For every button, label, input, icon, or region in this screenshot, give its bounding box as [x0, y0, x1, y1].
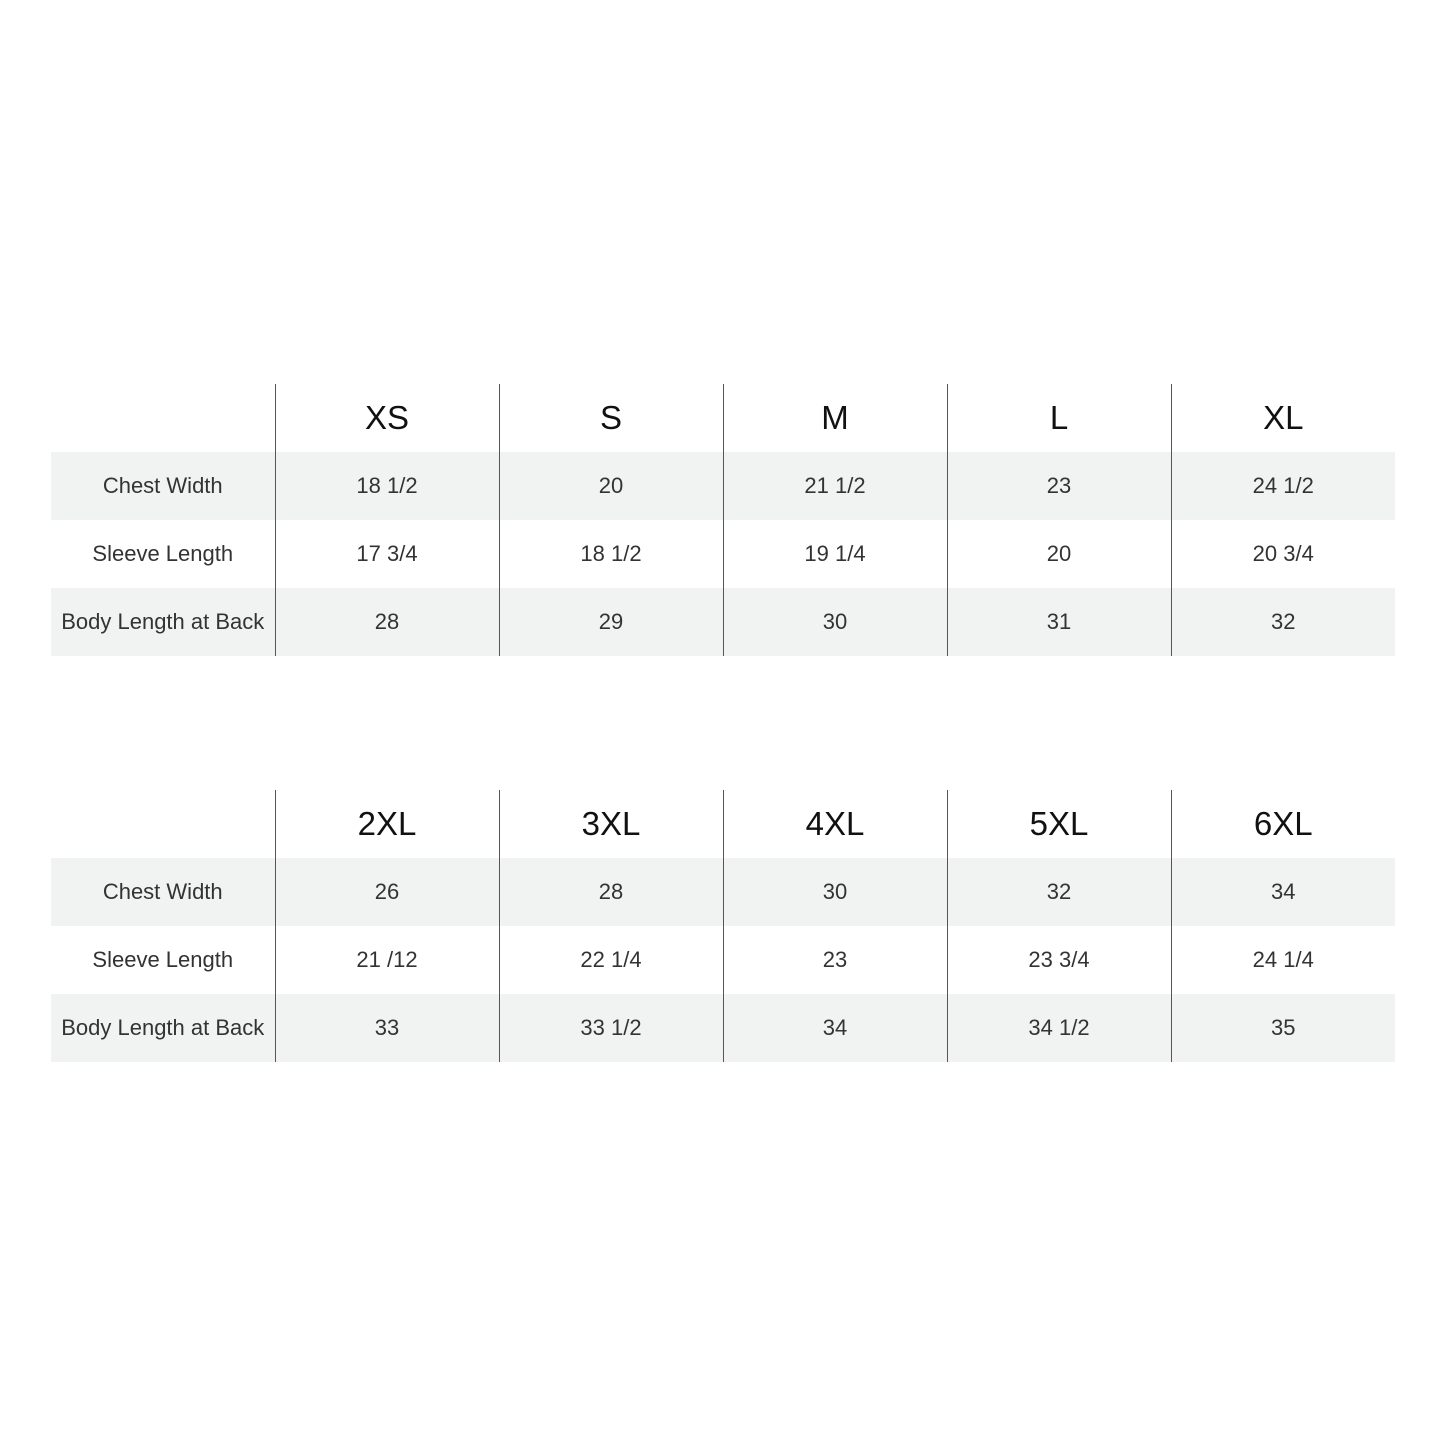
measurement-cell: 31 — [947, 588, 1171, 656]
measurement-cell: 18 1/2 — [275, 452, 499, 520]
size-header: L — [947, 384, 1171, 452]
size-header: S — [499, 384, 723, 452]
measurement-cell: 32 — [947, 858, 1171, 926]
size-header: 6XL — [1171, 790, 1395, 858]
table-row — [51, 452, 1395, 520]
measurement-cell: 28 — [499, 858, 723, 926]
measurement-cell: 34 — [723, 994, 947, 1062]
measurement-cell: 23 3/4 — [947, 926, 1171, 994]
measurement-cell: 35 — [1171, 994, 1395, 1062]
measurement-cell: 19 1/4 — [723, 520, 947, 588]
measurement-cell: 29 — [499, 588, 723, 656]
measurement-cell: 34 1/2 — [947, 994, 1171, 1062]
measurement-cell: 17 3/4 — [275, 520, 499, 588]
measurement-cell: 33 1/2 — [499, 994, 723, 1062]
measurement-cell: 21 /12 — [275, 926, 499, 994]
measurement-cell: 24 1/2 — [1171, 452, 1395, 520]
size-header: XS — [275, 384, 499, 452]
measurement-cell: 20 — [499, 452, 723, 520]
measurement-cell: 18 1/2 — [499, 520, 723, 588]
measurement-cell: 30 — [723, 588, 947, 656]
measurement-cell: 20 — [947, 520, 1171, 588]
size-header: 4XL — [723, 790, 947, 858]
size-header: 2XL — [275, 790, 499, 858]
measurement-cell: 23 — [723, 926, 947, 994]
measurement-cell: 33 — [275, 994, 499, 1062]
corner-cell — [51, 790, 275, 858]
measurement-cell: 34 — [1171, 858, 1395, 926]
row-label: Chest Width — [51, 452, 275, 520]
size-header: 5XL — [947, 790, 1171, 858]
size-header-row — [51, 790, 1395, 858]
size-header: 3XL — [499, 790, 723, 858]
measurement-cell: 20 3/4 — [1171, 520, 1395, 588]
measurement-cell: 28 — [275, 588, 499, 656]
table-row — [51, 520, 1395, 588]
table-row — [51, 994, 1395, 1062]
size-header-row — [51, 384, 1395, 452]
measurement-cell: 26 — [275, 858, 499, 926]
size-chart-table-1 — [51, 384, 1395, 656]
row-label: Sleeve Length — [92, 947, 234, 972]
row-label: Body Length at Back — [51, 994, 275, 1062]
measurement-cell: 23 — [947, 452, 1171, 520]
row-label: Body Length at Back — [51, 588, 275, 656]
measurement-cell: 22 1/4 — [499, 926, 723, 994]
measurement-cell: 21 1/2 — [723, 452, 947, 520]
size-header: XL — [1171, 384, 1395, 452]
row-label: Sleeve Length — [92, 541, 234, 566]
corner-cell — [51, 384, 275, 452]
table-row — [51, 588, 1395, 656]
size-chart-table-2 — [51, 790, 1395, 1062]
row-label: Chest Width — [51, 858, 275, 926]
size-header: M — [723, 384, 947, 452]
table-row — [51, 858, 1395, 926]
measurement-cell: 30 — [723, 858, 947, 926]
table-row — [51, 926, 1395, 994]
measurement-cell: 24 1/4 — [1171, 926, 1395, 994]
measurement-cell: 32 — [1171, 588, 1395, 656]
